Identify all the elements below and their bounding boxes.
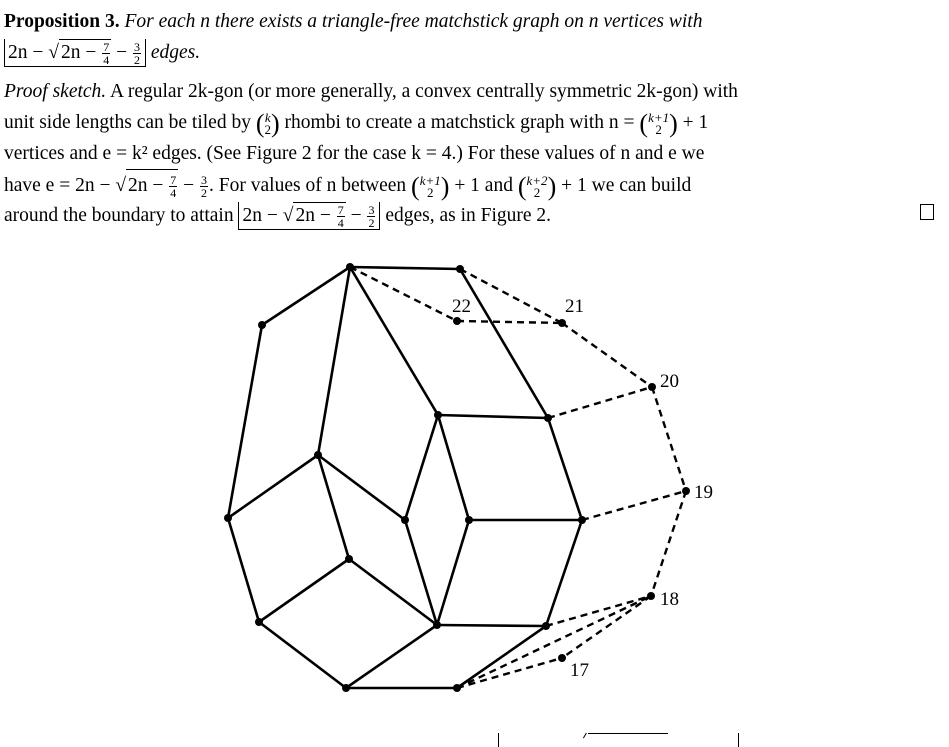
math-2n-minus: 2n − bbox=[8, 42, 44, 63]
frac-num: 7 bbox=[103, 40, 110, 55]
binom-top: k+1 bbox=[648, 109, 670, 125]
proof-text-2a: unit side lengths can be tiled by bbox=[4, 112, 251, 133]
solid-edges bbox=[228, 267, 582, 688]
frac-den: 2 bbox=[368, 216, 375, 231]
vertex-label-21: 21 bbox=[565, 296, 584, 317]
vertex-labels bbox=[452, 296, 713, 681]
frac-num: 3 bbox=[201, 173, 208, 188]
floor-expression: 2n − √ 2n − $\frac{7}{4}$ − $\frac{3}{2}$ bbox=[4, 39, 146, 67]
frac-den: 4 bbox=[170, 186, 177, 201]
math-minus: − bbox=[350, 205, 362, 226]
proof-text-3: vertices and e = k² edges. (See Figure 2 for the case k = 4.) For these values of n and e we bbox=[4, 143, 705, 164]
binom-bottom: 2 bbox=[655, 121, 662, 137]
vertex-label-18: 18 bbox=[660, 589, 679, 610]
vertex-label-19: 19 bbox=[694, 482, 713, 503]
frac-den: 4 bbox=[337, 216, 344, 231]
math-minus: − bbox=[116, 42, 128, 63]
vertex-label-20: 20 bbox=[660, 371, 679, 392]
frac-den: 2 bbox=[133, 53, 140, 68]
binom-top: k bbox=[264, 109, 271, 125]
frac-num: 3 bbox=[133, 40, 140, 55]
math-minus: − bbox=[183, 175, 195, 196]
proof-text-5a: around the boundary to attain bbox=[4, 205, 234, 226]
frac-den: 4 bbox=[103, 53, 110, 68]
proof-text-4c: + 1 and bbox=[454, 175, 513, 196]
proof-text-5b: edges, as in Figure 2. bbox=[385, 205, 552, 226]
proposition-statement: For each n there exists a triangle-free matchstick graph on n vertices with bbox=[124, 11, 703, 32]
vertex-label-17: 17 bbox=[570, 660, 589, 681]
frac-num: 3 bbox=[368, 203, 375, 218]
proof-text-1: A regular 2k-gon (or more generally, a convex centrally symmetric 2k-gon) with bbox=[109, 81, 738, 102]
frac-num: 7 bbox=[170, 173, 177, 188]
proof-text-4b: . For values of n between bbox=[209, 175, 407, 196]
binom-top: k+1 bbox=[419, 172, 441, 188]
proposition-label: Proposition 3. bbox=[4, 11, 120, 32]
proof-text-2b: rhombi to create a matchstick graph with n = bbox=[284, 112, 635, 133]
math-2n-minus: 2n − bbox=[242, 205, 278, 226]
frac-num: 7 bbox=[337, 203, 344, 218]
proof-line-4: have e = 2n − √ 2n − $\frac{7}{4}$ − $\frac{3}{2}$ . For values of n between ( k+1 2 ) + 1 and ( k+2 2 ) + 1 we can build bbox=[4, 169, 944, 200]
sqrt-body: 2n − bbox=[295, 205, 331, 226]
sqrt-body: 2n − bbox=[60, 42, 97, 63]
proposition-statement-end: edges. bbox=[150, 42, 201, 63]
proof-text-2c: + 1 bbox=[682, 112, 709, 133]
binom-bottom: 2 bbox=[533, 184, 541, 200]
binom-bottom: 2 bbox=[426, 184, 434, 200]
proof-label: Proof sketch. bbox=[4, 81, 107, 102]
proof-text-4a: have e = 2n − bbox=[4, 175, 111, 196]
vertex-label-22: 22 bbox=[452, 296, 471, 317]
binom-top: k+2 bbox=[526, 172, 548, 188]
proof-line-2: unit side lengths can be tiled by ( k 2 ) rhombi to create a matchstick graph with n = ( k+1 2 ) + 1 bbox=[4, 109, 709, 139]
sqrt-body: 2n − bbox=[128, 175, 164, 196]
binom-bottom: 2 bbox=[264, 121, 271, 137]
frac-den: 2 bbox=[201, 186, 208, 201]
floor-expression: 2n − √ 2n − $\frac{7}{4}$ − $\frac{3}{2}$ bbox=[238, 202, 380, 230]
proof-text-4d: + 1 we can build bbox=[561, 175, 692, 196]
